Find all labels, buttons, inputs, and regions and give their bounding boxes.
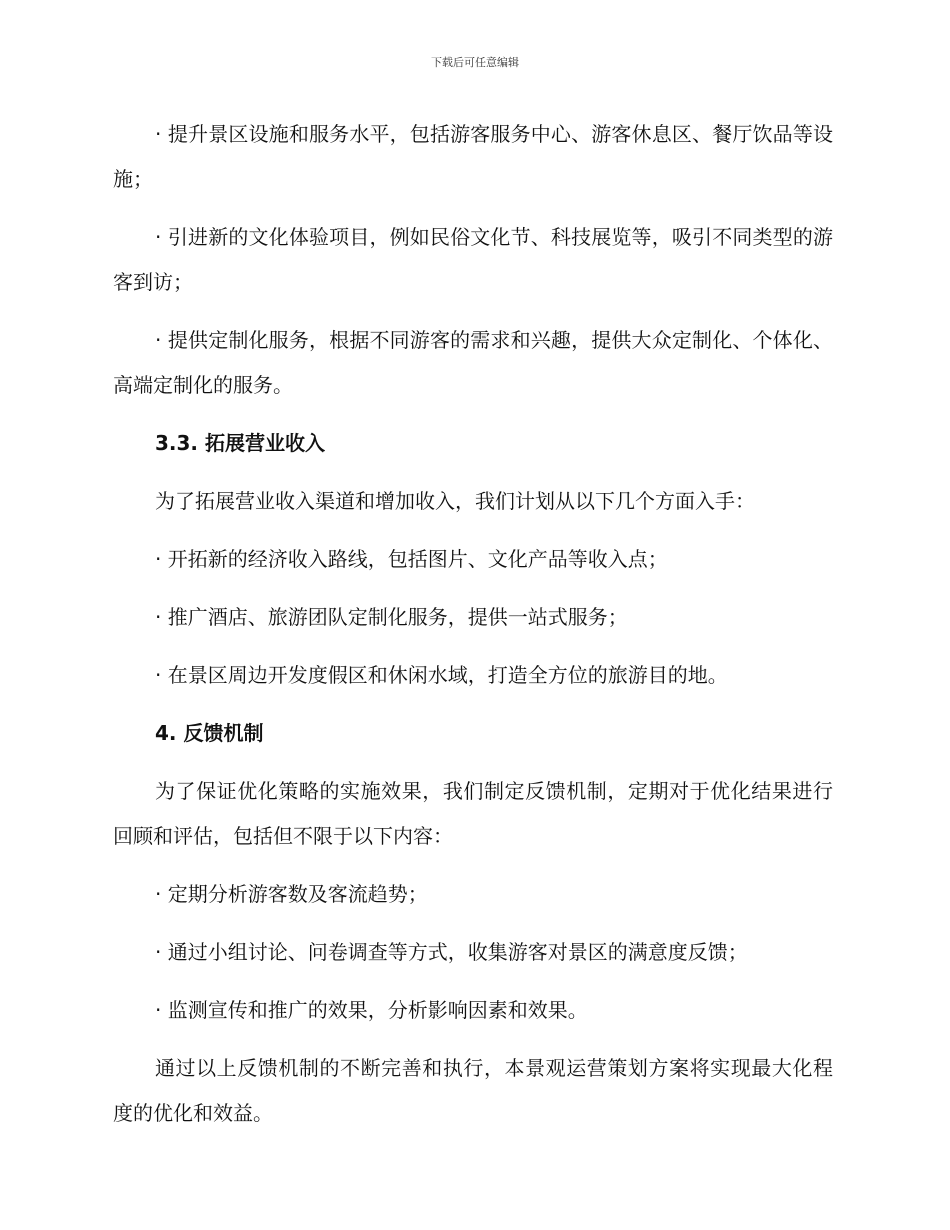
bullet-item: · 提供定制化服务，根据不同游客的需求和兴趣，提供大众定制化、个体化、高端定制化的服务。 — [113, 328, 833, 397]
bullet-item: · 通过小组讨论、问卷调查等方式，收集游客对景区的满意度反馈； — [155, 940, 748, 964]
document-body — [113, 112, 833, 1136]
bullet-item: · 引进新的文化体验项目，例如民俗文化节、科技展览等，吸引不同类型的游客到访； — [113, 225, 833, 294]
bullet-item: · 定期分析游客数及客流趋势； — [155, 882, 428, 906]
paragraph: 通过以上反馈机制的不断完善和执行，本景观运营策划方案将实现最大化程度的优化和效益。 — [113, 1056, 833, 1125]
paragraph: 为了拓展营业收入渠道和增加收入，我们计划从以下几个方面入手： — [155, 489, 755, 513]
paragraph: 为了保证优化策略的实施效果，我们制定反馈机制，定期对于优化结果进行回顾和评估，包括但不限于以下内容： — [113, 779, 833, 848]
bullet-item: · 在景区周边开发度假区和休闲水域，打造全方位的旅游目的地。 — [155, 663, 728, 687]
bullet-item: · 监测宣传和推广的效果，分析影响因素和效果。 — [155, 998, 588, 1022]
section-heading: 4. 反馈机制 — [155, 721, 264, 745]
page-header: 下载后可任意编辑 — [431, 56, 519, 69]
section-heading: 3.3. 拓展营业收入 — [155, 431, 325, 455]
bullet-item: · 开拓新的经济收入路线，包括图片、文化产品等收入点； — [155, 547, 668, 571]
bullet-item: · 推广酒店、旅游团队定制化服务，提供一站式服务； — [155, 605, 628, 629]
bullet-item: · 提升景区设施和服务水平，包括游客服务中心、游客休息区、餐厅饮品等设施； — [113, 122, 833, 191]
